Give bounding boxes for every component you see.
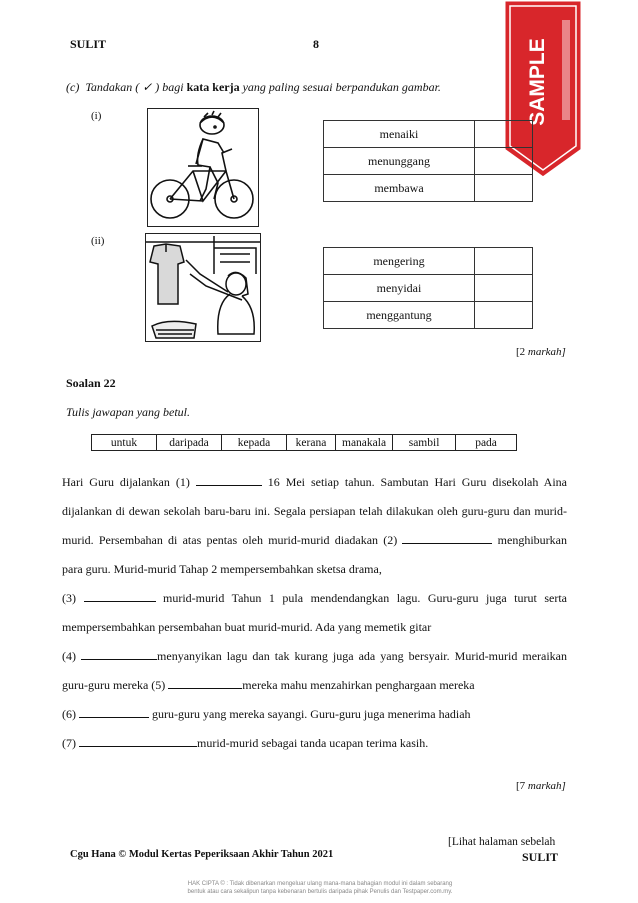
passage-text: menyanyikan lagu dan tak kurang juga ada yang bersyair. Murid-murid meraikan guru-guru mereka (5) [62,649,568,692]
tick-box[interactable] [475,148,533,175]
passage-text: murid-murid Tahun 1 pula mendendangkan lagu. Guru-guru juga turut serta mempersembahkan persembahan buat murid-murid. Ada yang memetik gitar [62,591,568,634]
passage-text: Hari Guru dijalankan (1) [62,475,196,489]
blank-5[interactable] [168,676,242,689]
marks-question-22 [516,780,566,792]
marks-word: markah] [527,346,566,358]
blank-3[interactable] [84,589,156,602]
part-c-label: (c) [66,80,80,94]
passage-text: mereka mahu menzahirkan penghargaan mereka [242,678,475,692]
footer-module-title: Cgu Hana © Modul Kertas Peperiksaan Akhir Tahun 2021 [70,849,334,860]
word-bank-item: kerana [287,435,336,451]
passage-text: (3) [62,591,84,605]
option-word: menggantung [324,302,475,329]
page-number: 8 [313,37,319,51]
option-word: membawa [324,175,475,202]
ribbon-label: SAMPLE [526,38,549,126]
cyclist-icon [148,109,258,226]
passage [62,468,567,758]
passage-part-4 [62,700,567,729]
part-c-text-post: yang paling sesuai berpandukan gambar. [242,80,441,94]
passage-part-5 [62,729,567,758]
cyclist-picture [147,108,259,227]
marks-value: [7 [516,780,526,792]
copyright-line: HAK CIPTA © : Tidak dibenarkan mengeluar ulang mana-mana bahagian modul ini dalam sebarang [187,881,453,887]
option-row [324,302,533,329]
passage-text: 16 Mei setiap tahun. Sambutan Hari Guru disekolah Aina dijalankan di dewan sekolah baru-baru ini. Segala persiapan telah dilakukan oleh guru-guru dan murid-murid. Persembahan di atas pentas oleh murid-murid diadakan (2) [62,475,567,547]
passage-part-2 [62,584,567,642]
option-word: mengering [324,248,475,275]
passage-text: menghiburkan para guru. Murid-murid Tahap 2 mempersembahkan sketsa drama, [62,533,567,576]
option-word: menunggang [324,148,475,175]
passage-part-3 [62,642,567,700]
passage-text: murid-murid sebagai tanda ucapan terima kasih. [197,736,429,750]
tick-box[interactable] [475,248,533,275]
blank-7[interactable] [79,734,197,747]
part-c-text-pre: Tandakan ( ✓ ) bagi [85,80,184,94]
blank-6[interactable] [79,705,149,718]
word-bank-item: daripada [157,435,222,451]
word-bank-item: manakala [336,435,393,451]
footer-next-page: [Lihat halaman sebelah [448,836,556,848]
question-instruction: Tulis jawapan yang betul. [66,405,191,419]
option-row [324,121,533,148]
tick-box[interactable] [475,121,533,148]
option-row [324,175,533,202]
laundry-picture [145,233,261,342]
word-bank-item: untuk [92,435,157,451]
passage-text: (7) [62,736,79,750]
copyright-line: bentuk atau cara sekalipun tanpa kebenaran bertulis daripada pihak Penulis dan Testpaper.com.my. [187,889,453,895]
passage-text: (6) [62,707,79,721]
word-bank [91,434,517,451]
hanging-clothes-icon [146,234,260,341]
blank-4[interactable] [81,647,157,660]
option-word: menyidai [324,275,475,302]
passage-text: guru-guru yang mereka sayangi. Guru-guru juga menerima hadiah [149,707,471,721]
tick-box[interactable] [475,302,533,329]
option-row [324,248,533,275]
marks-part-c [516,346,566,358]
item-ii-label: (ii) [91,235,105,247]
options-table-ii [323,247,533,329]
blank-2[interactable] [402,531,492,544]
item-i-label: (i) [91,110,102,122]
word-bank-item: pada [456,435,517,451]
marks-word: markah] [527,780,566,792]
tick-box[interactable] [475,275,533,302]
word-bank-item: kepada [222,435,287,451]
word-bank-item: sambil [393,435,456,451]
blank-1[interactable] [196,473,262,486]
question-title: Soalan 22 [66,376,116,390]
header-sulit: SULIT [70,37,107,51]
marks-value: [2 [516,346,526,358]
tick-box[interactable] [475,175,533,202]
part-c-instruction [66,80,441,95]
passage-part-1 [62,468,567,584]
part-c-text-bold: kata kerja [186,80,240,94]
option-word: menaiki [324,121,475,148]
option-row [324,148,533,175]
option-row [324,275,533,302]
options-table-i [323,120,533,202]
passage-text: (4) [62,649,82,663]
copyright-notice [140,880,500,896]
footer-sulit: SULIT [522,850,559,864]
